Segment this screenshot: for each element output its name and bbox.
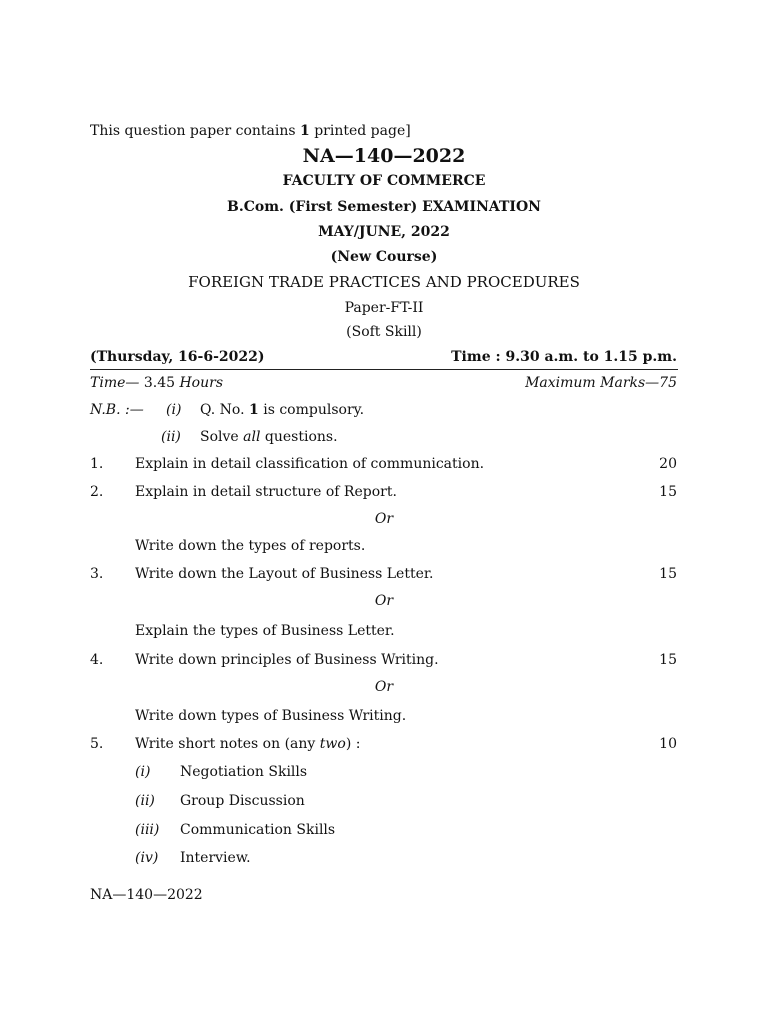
nb-label: N.B. :— — [90, 402, 144, 418]
exam-title: B.Com. (First Semester) EXAMINATION — [227, 199, 541, 215]
footer-code: NA—140—2022 — [90, 887, 203, 903]
exam-session: MAY/JUNE, 2022 — [318, 224, 450, 240]
question-marks: 10 — [659, 736, 677, 752]
or-separator: Or — [374, 511, 394, 527]
question-3-alternative: Explain the types of Business Letter. — [135, 623, 395, 639]
question-4-alternative: Write down types of Business Writing. — [135, 708, 407, 724]
question-2-alternative: Write down the types of reports. — [135, 538, 366, 554]
subject-title: FOREIGN TRADE PRACTICES AND PROCEDURES — [188, 273, 580, 291]
exam-time: Time : 9.30 a.m. to 1.15 p.m. — [451, 349, 677, 365]
or-separator: Or — [374, 593, 394, 609]
page-note: This question paper contains 1 printed page] — [90, 123, 411, 139]
course-type: (New Course) — [330, 249, 438, 265]
duration: Time— 3.45 Hours — [90, 375, 223, 391]
paper-code: NA—140—2022 — [302, 145, 466, 167]
exam-date: (Thursday, 16-6-2022) — [90, 349, 265, 365]
or-separator: Or — [374, 679, 394, 695]
question-marks: 15 — [659, 484, 677, 500]
question-marks: 15 — [659, 652, 677, 668]
paper-subtitle: (Soft Skill) — [346, 324, 422, 340]
max-marks: Maximum Marks—75 — [525, 375, 677, 391]
question-marks: 15 — [659, 566, 677, 582]
header-divider — [90, 369, 678, 370]
question-marks: 20 — [659, 456, 677, 472]
faculty-title: FACULTY OF COMMERCE — [282, 173, 486, 189]
page-count: 1 — [300, 123, 310, 139]
paper-name: Paper-FT-II — [344, 300, 424, 316]
